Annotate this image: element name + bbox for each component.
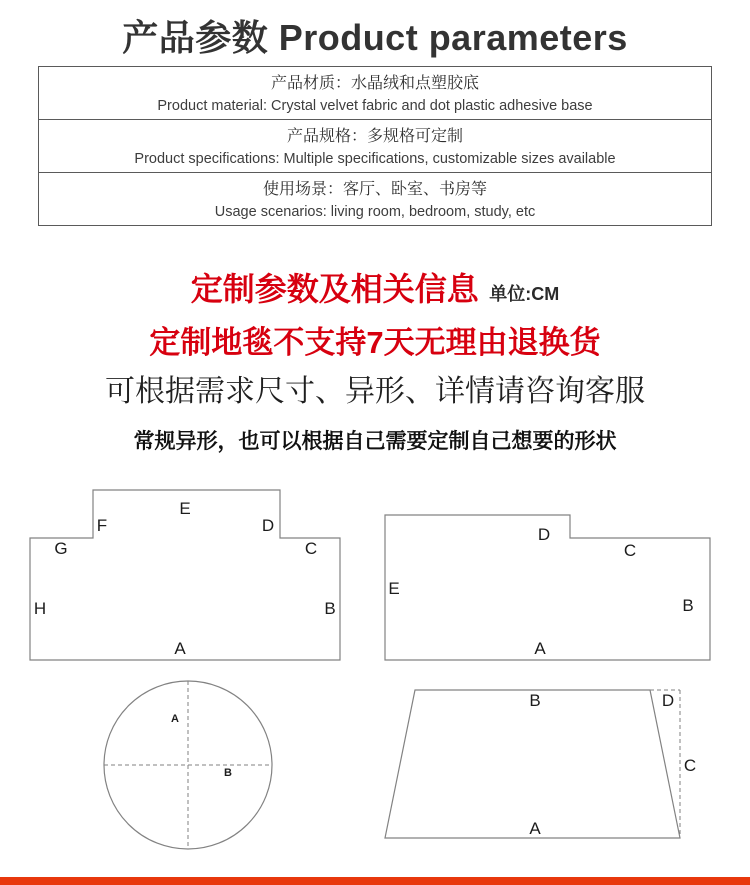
page-title: 产品参数 Product parameters <box>122 17 628 58</box>
shape-diagrams <box>0 486 750 870</box>
notched-label-e: E <box>388 579 400 598</box>
trapezoid-label-b: B <box>529 691 541 710</box>
notched-label-d: D <box>537 525 551 544</box>
stepped-label-a: A <box>174 639 186 658</box>
no-return-warning: 定制地毯不支持7天无理由退换货 <box>149 325 601 360</box>
stepped-label-e: E <box>179 499 191 518</box>
stepped-shape-diagram <box>28 486 348 666</box>
unit-label: 单位:CM <box>489 284 560 304</box>
spec-usage-zh: 使用场景：客厅、卧室、书房等 <box>262 181 487 198</box>
notched-label-b: B <box>682 596 694 615</box>
trapezoid-diagram <box>383 686 703 846</box>
spec-row-material <box>39 67 711 120</box>
circle-label-b: B <box>224 767 232 779</box>
circle-diagram <box>98 675 278 855</box>
footer-accent-bar <box>0 877 750 885</box>
trapezoid-label-d: D <box>661 691 675 710</box>
stepped-label-h: H <box>33 599 47 618</box>
stepped-label-g: G <box>54 539 68 558</box>
stepped-label-c: C <box>304 539 318 558</box>
spec-material-en: Product material: Crystal velvet fabric and dot plastic adhesive base <box>157 98 593 114</box>
notched-rect-diagram <box>383 513 718 668</box>
notched-label-c: C <box>623 541 637 560</box>
stepped-label-d: D <box>261 516 275 535</box>
spec-table <box>38 66 712 226</box>
spec-row-usage <box>39 173 711 225</box>
stepped-label-b: B <box>324 599 336 618</box>
spec-material-zh: 产品材质：水晶绒和点塑胶底 <box>270 75 479 92</box>
spec-row-specifications <box>39 120 711 173</box>
circle-label-a: A <box>171 713 179 725</box>
custom-heading <box>0 264 750 310</box>
shape-customization-subnote: 常规异形，也可以根据自己需要定制自己想要的形状 <box>133 430 617 453</box>
trapezoid-outline <box>385 690 680 838</box>
custom-heading-text: 定制参数及相关信息 <box>190 271 479 307</box>
trapezoid-label-a: A <box>529 819 541 838</box>
notched-label-a: A <box>534 639 546 658</box>
spec-specifications-en: Product specifications: Multiple specifications, customizable sizes available <box>134 151 616 167</box>
stepped-label-f: F <box>96 516 108 535</box>
spec-usage-en: Usage scenarios: living room, bedroom, study, etc <box>214 204 536 220</box>
trapezoid-label-c: C <box>683 756 697 775</box>
spec-specifications-zh: 产品规格：多规格可定制 <box>286 128 463 145</box>
customization-note: 可根据需求尺寸、异形、详情请咨询客服 <box>105 375 645 408</box>
